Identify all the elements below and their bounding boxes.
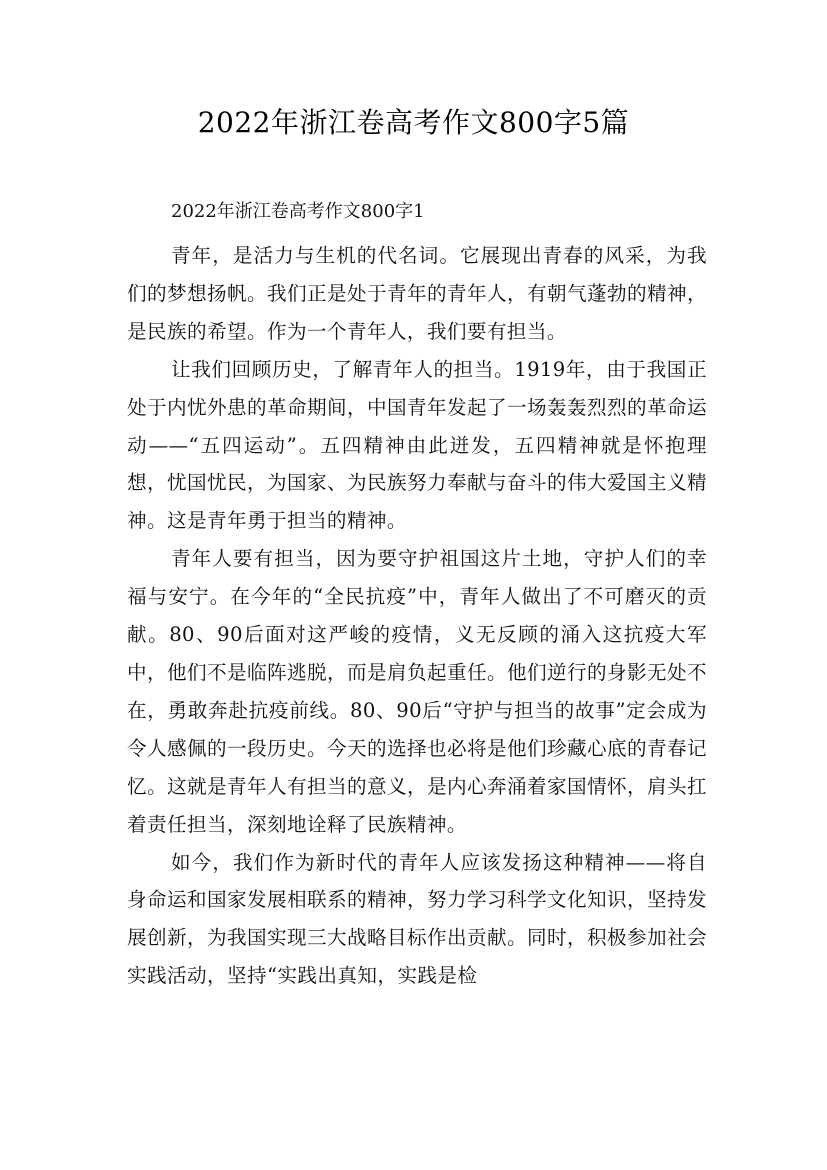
document-title: 2022年浙江卷高考作文800字5篇	[197, 106, 630, 139]
paragraph-2: 让我们回顾历史，了解青年人的担当。1919年，由于我国正处于内忧外患的革命期间，中国青年发起了一场轰轰烈烈的革命运动——“五四运动”。五四精神由此迸发，五四精神就是怀抱理想，忧国忧民，为国家、为民族努力奉献与奋斗的伟大爱国主义精神。这是青年勇于担当的精神。	[127, 357, 707, 533]
paragraph-4: 如今，我们作为新时代的青年人应该发扬这种精神——将自身命运和国家发展相联系的精神，努力学习科学文化知识，坚持发展创新，为我国实现三大战略目标作出贡献。同时，积极参加社会实践活动，坚持“实践出真知，实践是检	[127, 850, 707, 988]
paragraph-3: 青年人要有担当，因为要守护祖国这片土地，守护人们的幸福与安宁。在今年的“全民抗疫”中，青年人做出了不可磨灭的贡献。80、90后面对这严峻的疫情，义无反顾的涌入这抗疫大军中，他们不是临阵逃脱，而是肩负起重任。他们逆行的身影无处不在，勇敢奔赴抗疫前线。80、90后“守护与担当的故事”定会成为令人感佩的一段历史。今天的选择也必将是他们珍藏心底的青春记忆。这就是青年人有担当的意义，是内心奔涌着家国情怀，肩头扛着责任担当，深刻地诠释了民族精神。	[127, 547, 707, 836]
essay-heading: 2022年浙江卷高考作文800字1	[171, 201, 425, 222]
document-body	[127, 194, 707, 995]
paragraph-1: 青年，是活力与生机的代名词。它展现出青春的风采，为我们的梦想扬帆。我们正是处于青年的青年人，有朝气蓬勃的精神，是民族的希望。作为一个青年人，我们要有担当。	[127, 244, 707, 343]
